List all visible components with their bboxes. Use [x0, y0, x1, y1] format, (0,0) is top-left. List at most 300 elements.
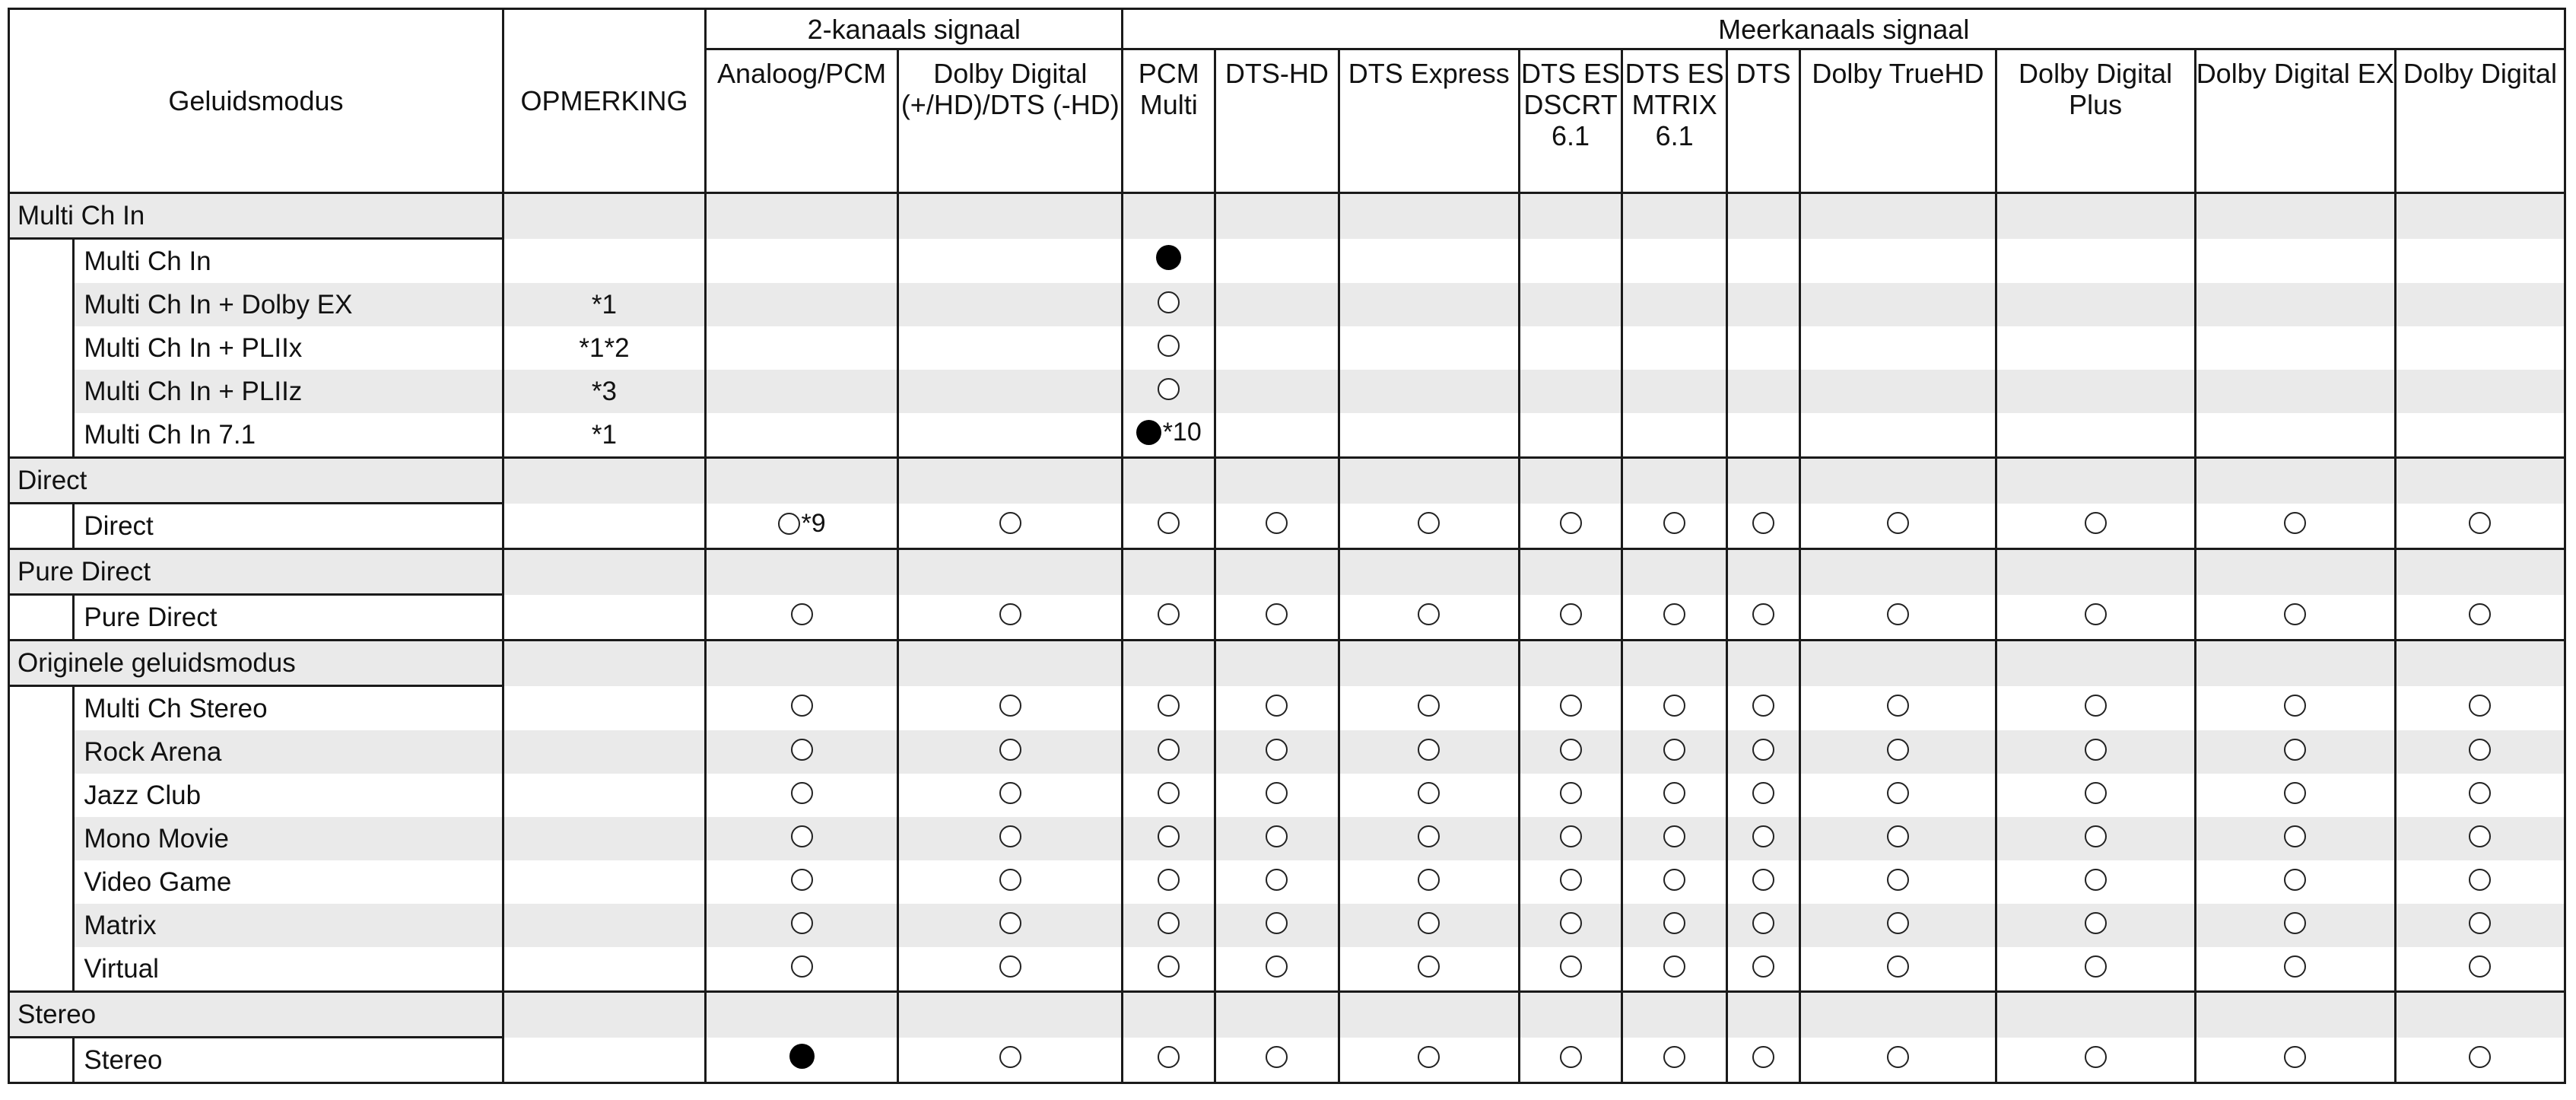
support-cell — [1215, 326, 1339, 370]
mark-wrapper — [1560, 825, 1582, 847]
group-empty-cell — [1519, 549, 1622, 595]
support-cell — [1996, 817, 2195, 860]
mark-wrapper — [1560, 603, 1582, 625]
support-cell — [1519, 283, 1622, 326]
column-header: DTS-HD — [1215, 49, 1339, 193]
support-cell — [1622, 413, 1727, 458]
open-circle-icon — [2284, 912, 2306, 934]
sound-mode-table — [8, 8, 2566, 1084]
support-cell — [1800, 326, 1996, 370]
open-circle-icon — [2469, 869, 2491, 891]
group-empty-cell — [1800, 641, 1996, 686]
open-circle-icon — [1560, 912, 1582, 934]
support-cell — [1800, 413, 1996, 458]
open-circle-icon — [999, 512, 1021, 534]
support-cell — [1215, 283, 1339, 326]
support-cell — [1339, 413, 1519, 458]
mark-wrapper — [2284, 869, 2306, 891]
mark-wrapper — [1663, 1046, 1685, 1068]
mark-wrapper — [1887, 912, 1909, 934]
open-circle-icon — [2284, 869, 2306, 891]
support-cell — [1622, 860, 1727, 904]
group-empty-cell — [1996, 458, 2195, 504]
group-note-cell — [503, 193, 705, 239]
open-circle-icon — [1418, 782, 1440, 804]
mark-wrapper — [1158, 912, 1180, 934]
mark-wrapper — [1266, 603, 1288, 625]
open-circle-icon — [1418, 955, 1440, 978]
open-circle-icon — [999, 695, 1021, 717]
open-circle-icon — [2085, 782, 2107, 804]
support-cell — [1800, 730, 1996, 774]
sound-mode-name: Virtual — [74, 947, 503, 992]
support-cell — [2195, 504, 2395, 549]
support-cell — [1622, 370, 1727, 413]
group-empty-cell — [1519, 641, 1622, 686]
open-circle-icon — [1663, 912, 1685, 934]
group-empty-cell — [1996, 193, 2195, 239]
open-circle-icon — [1418, 512, 1440, 534]
support-cell — [1519, 860, 1622, 904]
open-circle-icon — [1560, 1046, 1582, 1068]
mark-wrapper — [1887, 739, 1909, 761]
group-empty-cell — [1622, 641, 1727, 686]
support-cell — [2395, 370, 2565, 413]
support-cell — [1800, 860, 1996, 904]
table-row — [9, 283, 2565, 326]
open-circle-icon — [1752, 512, 1774, 534]
open-circle-icon — [1418, 825, 1440, 847]
mark-wrapper — [2469, 825, 2491, 847]
open-circle-icon — [1887, 955, 1909, 978]
support-cell — [706, 326, 898, 370]
note-cell — [503, 904, 705, 947]
support-cell — [1215, 730, 1339, 774]
support-cell — [2395, 413, 2565, 458]
open-circle-icon — [2085, 603, 2107, 625]
support-cell — [1800, 1038, 1996, 1083]
support-cell — [1519, 730, 1622, 774]
cell-footnote: *10 — [1162, 418, 1202, 447]
support-cell — [706, 413, 898, 458]
mark-wrapper — [1266, 782, 1288, 804]
support-cell — [1726, 730, 1799, 774]
mark-wrapper — [999, 825, 1021, 847]
group-empty-cell — [2195, 992, 2395, 1038]
support-cell — [1123, 283, 1215, 326]
open-circle-icon — [2284, 825, 2306, 847]
support-cell — [2195, 1038, 2395, 1083]
note-cell — [503, 817, 705, 860]
support-cell — [2395, 326, 2565, 370]
support-cell — [1215, 860, 1339, 904]
support-cell — [2195, 860, 2395, 904]
support-cell — [898, 774, 1123, 817]
open-circle-icon — [1560, 825, 1582, 847]
mark-wrapper — [1418, 782, 1440, 804]
support-cell — [1622, 504, 1727, 549]
open-circle-icon — [1887, 912, 1909, 934]
support-cell — [1800, 774, 1996, 817]
support-cell — [1622, 774, 1727, 817]
sound-mode-name: Multi Ch In + Dolby EX — [74, 283, 503, 326]
open-circle-icon — [2085, 695, 2107, 717]
support-cell — [2395, 595, 2565, 641]
table-row — [9, 774, 2565, 817]
note-cell — [503, 730, 705, 774]
mark-wrapper — [1266, 739, 1288, 761]
mark-wrapper — [1663, 603, 1685, 625]
support-cell — [1519, 239, 1622, 284]
header-sound-mode: Geluidsmodus — [9, 9, 503, 193]
mark-wrapper — [1158, 335, 1180, 357]
open-circle-icon — [791, 782, 813, 804]
mark-wrapper — [1663, 782, 1685, 804]
open-circle-icon — [1266, 912, 1288, 934]
group-empty-cell — [2395, 193, 2565, 239]
mark-wrapper — [1887, 955, 1909, 978]
open-circle-icon — [1266, 739, 1288, 761]
support-cell — [1996, 326, 2195, 370]
open-circle-icon — [2085, 869, 2107, 891]
mark-wrapper — [999, 782, 1021, 804]
sound-mode-name: Direct — [74, 504, 503, 549]
open-circle-icon — [1418, 695, 1440, 717]
note-cell — [503, 239, 705, 284]
mark-wrapper — [1663, 739, 1685, 761]
support-cell — [1519, 370, 1622, 413]
mark-wrapper — [999, 739, 1021, 761]
support-cell — [1519, 595, 1622, 641]
open-circle-icon — [999, 782, 1021, 804]
row-indent — [9, 730, 74, 774]
mark-wrapper — [791, 739, 813, 761]
mark-wrapper — [1752, 825, 1774, 847]
open-circle-icon — [1158, 955, 1180, 978]
open-circle-icon — [1752, 912, 1774, 934]
mark-wrapper — [1560, 739, 1582, 761]
support-cell — [1123, 904, 1215, 947]
column-header: DTS ES DSCRT 6.1 — [1519, 49, 1622, 193]
support-cell — [2395, 817, 2565, 860]
open-circle-icon — [1560, 739, 1582, 761]
support-cell — [1215, 686, 1339, 731]
support-cell — [1996, 283, 2195, 326]
group-note-cell — [503, 458, 705, 504]
group-note-cell — [503, 992, 705, 1038]
support-cell — [1519, 413, 1622, 458]
open-circle-icon — [999, 825, 1021, 847]
support-cell — [706, 595, 898, 641]
support-cell — [706, 686, 898, 731]
mark-wrapper — [2469, 912, 2491, 934]
support-cell — [706, 774, 898, 817]
support-cell — [1123, 686, 1215, 731]
mark-wrapper — [1158, 782, 1180, 804]
support-cell — [2195, 730, 2395, 774]
mark-wrapper — [1158, 825, 1180, 847]
row-indent — [9, 326, 74, 370]
support-cell — [898, 326, 1123, 370]
table-row — [9, 686, 2565, 731]
mark-wrapper — [1560, 912, 1582, 934]
support-cell — [898, 239, 1123, 284]
group-empty-cell — [706, 193, 898, 239]
support-cell — [706, 1038, 898, 1083]
support-cell — [1726, 595, 1799, 641]
open-circle-icon — [1887, 825, 1909, 847]
mark-wrapper — [1663, 512, 1685, 534]
table-row — [9, 730, 2565, 774]
support-cell — [1519, 817, 1622, 860]
group-empty-cell — [1800, 549, 1996, 595]
mark-wrapper — [1418, 825, 1440, 847]
group-row — [9, 992, 2565, 1038]
open-circle-icon — [1560, 603, 1582, 625]
row-indent — [9, 774, 74, 817]
mark-wrapper — [2469, 869, 2491, 891]
open-circle-icon — [1266, 695, 1288, 717]
open-circle-icon — [791, 912, 813, 934]
support-cell — [2195, 595, 2395, 641]
open-circle-icon — [2284, 782, 2306, 804]
mark-wrapper — [2469, 739, 2491, 761]
support-cell — [1519, 904, 1622, 947]
support-cell — [1123, 947, 1215, 992]
column-header: Dolby Digital Plus — [1996, 49, 2195, 193]
open-circle-icon — [2085, 1046, 2107, 1068]
open-circle-icon — [2085, 825, 2107, 847]
mark-wrapper — [1158, 739, 1180, 761]
header-group-2ch: 2-kanaals signaal — [706, 9, 1123, 49]
open-circle-icon — [1887, 739, 1909, 761]
mark-wrapper — [1560, 1046, 1582, 1068]
mark-wrapper — [2284, 955, 2306, 978]
support-cell — [1215, 774, 1339, 817]
support-cell — [1726, 1038, 1799, 1083]
support-cell — [1123, 1038, 1215, 1083]
open-circle-icon — [791, 955, 813, 978]
group-empty-cell — [1215, 549, 1339, 595]
support-cell — [1339, 504, 1519, 549]
open-circle-icon — [2469, 512, 2491, 534]
group-empty-cell — [1726, 193, 1799, 239]
support-cell — [1123, 860, 1215, 904]
open-circle-icon — [1418, 1046, 1440, 1068]
mark-wrapper — [1560, 869, 1582, 891]
mark-wrapper — [1158, 512, 1180, 534]
support-cell — [706, 504, 898, 549]
support-cell — [2195, 904, 2395, 947]
support-cell — [1622, 595, 1727, 641]
row-indent — [9, 595, 74, 641]
open-circle-icon — [791, 869, 813, 891]
open-circle-icon — [1752, 739, 1774, 761]
mark-wrapper — [1266, 825, 1288, 847]
support-cell — [1339, 595, 1519, 641]
open-circle-icon — [2284, 695, 2306, 717]
mark-wrapper — [2085, 782, 2107, 804]
support-cell — [1339, 904, 1519, 947]
open-circle-icon — [1663, 1046, 1685, 1068]
mark-wrapper — [1887, 603, 1909, 625]
group-empty-cell — [1519, 458, 1622, 504]
open-circle-icon — [1560, 782, 1582, 804]
support-cell — [1215, 239, 1339, 284]
support-cell — [706, 860, 898, 904]
open-circle-icon — [1158, 1046, 1180, 1068]
mark-wrapper — [1887, 695, 1909, 717]
mark-wrapper — [1663, 869, 1685, 891]
table-body — [9, 193, 2565, 1083]
group-row — [9, 193, 2565, 239]
group-empty-cell — [1800, 458, 1996, 504]
support-cell — [1215, 817, 1339, 860]
group-empty-cell — [1726, 992, 1799, 1038]
support-cell — [1622, 947, 1727, 992]
open-circle-icon — [2085, 512, 2107, 534]
open-circle-icon — [1663, 825, 1685, 847]
support-cell — [2195, 413, 2395, 458]
open-circle-icon — [2085, 955, 2107, 978]
mark-wrapper — [1663, 912, 1685, 934]
mark-wrapper — [1158, 603, 1180, 625]
sound-mode-name: Mono Movie — [74, 817, 503, 860]
support-cell — [1726, 239, 1799, 284]
note-cell — [503, 504, 705, 549]
mark-wrapper — [789, 1044, 815, 1069]
open-circle-icon — [2469, 782, 2491, 804]
open-circle-icon — [2284, 603, 2306, 625]
open-circle-icon — [1663, 695, 1685, 717]
open-circle-icon — [1560, 695, 1582, 717]
group-empty-cell — [1339, 193, 1519, 239]
row-indent — [9, 413, 74, 458]
mark-wrapper — [1663, 955, 1685, 978]
cell-footnote: *9 — [801, 509, 826, 539]
sound-mode-name: Multi Ch In 7.1 — [74, 413, 503, 458]
support-cell — [1800, 239, 1996, 284]
mark-wrapper — [2284, 603, 2306, 625]
group-empty-cell — [1622, 193, 1727, 239]
support-cell — [1726, 817, 1799, 860]
support-cell — [1996, 686, 2195, 731]
mark-wrapper — [1560, 512, 1582, 534]
open-circle-icon — [999, 603, 1021, 625]
note-cell: *1*2 — [503, 326, 705, 370]
mark-wrapper — [1560, 782, 1582, 804]
mark-wrapper — [2469, 782, 2491, 804]
support-cell — [1339, 283, 1519, 326]
mark-wrapper — [1158, 1046, 1180, 1068]
row-indent — [9, 860, 74, 904]
mark-wrapper — [1266, 1046, 1288, 1068]
mark-wrapper — [2284, 695, 2306, 717]
open-circle-icon — [1560, 869, 1582, 891]
open-circle-icon — [1663, 603, 1685, 625]
support-cell — [898, 730, 1123, 774]
mark-wrapper — [999, 1046, 1021, 1068]
mark-wrapper — [2085, 955, 2107, 978]
support-cell — [2395, 1038, 2565, 1083]
support-cell — [1726, 283, 1799, 326]
open-circle-icon — [1752, 603, 1774, 625]
support-cell — [1123, 370, 1215, 413]
open-circle-icon — [2469, 695, 2491, 717]
support-cell — [2395, 774, 2565, 817]
row-indent — [9, 947, 74, 992]
support-cell — [2195, 283, 2395, 326]
open-circle-icon — [1266, 603, 1288, 625]
support-cell — [706, 370, 898, 413]
support-cell — [1622, 904, 1727, 947]
mark-wrapper — [1418, 695, 1440, 717]
mark-wrapper — [1158, 695, 1180, 717]
mark-wrapper — [999, 912, 1021, 934]
group-empty-cell — [2395, 641, 2565, 686]
open-circle-icon — [999, 1046, 1021, 1068]
group-empty-cell — [706, 549, 898, 595]
open-circle-icon — [1418, 739, 1440, 761]
support-cell — [1519, 774, 1622, 817]
open-circle-icon — [1887, 1046, 1909, 1068]
sound-mode-name: Matrix — [74, 904, 503, 947]
support-cell — [1339, 686, 1519, 731]
group-label: Direct — [9, 458, 503, 504]
group-empty-cell — [1726, 641, 1799, 686]
group-empty-cell — [898, 549, 1123, 595]
mark-wrapper — [1887, 869, 1909, 891]
support-cell — [1800, 817, 1996, 860]
support-cell — [898, 595, 1123, 641]
group-empty-cell — [1123, 641, 1215, 686]
header-group-multichannel: Meerkanaals signaal — [1123, 9, 2565, 49]
group-label: Pure Direct — [9, 549, 503, 595]
mark-wrapper — [1418, 739, 1440, 761]
open-circle-icon — [1663, 739, 1685, 761]
mark-wrapper — [1158, 869, 1180, 891]
support-cell — [1996, 370, 2195, 413]
support-cell — [1996, 904, 2195, 947]
support-cell — [1622, 817, 1727, 860]
support-cell — [1215, 1038, 1339, 1083]
mark-wrapper — [1136, 418, 1202, 447]
support-cell — [1215, 947, 1339, 992]
filled-circle-icon — [1136, 420, 1161, 445]
group-empty-cell — [2395, 549, 2565, 595]
support-cell — [1726, 370, 1799, 413]
support-cell — [1339, 774, 1519, 817]
sound-mode-name: Jazz Club — [74, 774, 503, 817]
mark-wrapper — [791, 912, 813, 934]
row-indent — [9, 504, 74, 549]
mark-wrapper — [791, 695, 813, 717]
mark-wrapper — [1752, 1046, 1774, 1068]
mark-wrapper — [999, 603, 1021, 625]
open-circle-icon — [2284, 1046, 2306, 1068]
support-cell — [1215, 413, 1339, 458]
open-circle-icon — [1887, 869, 1909, 891]
open-circle-icon — [791, 603, 813, 625]
support-cell — [2195, 774, 2395, 817]
open-circle-icon — [1752, 695, 1774, 717]
mark-wrapper — [1158, 291, 1180, 313]
support-cell — [1800, 904, 1996, 947]
support-cell — [2395, 947, 2565, 992]
row-indent — [9, 283, 74, 326]
support-cell — [2395, 904, 2565, 947]
support-cell — [1123, 774, 1215, 817]
